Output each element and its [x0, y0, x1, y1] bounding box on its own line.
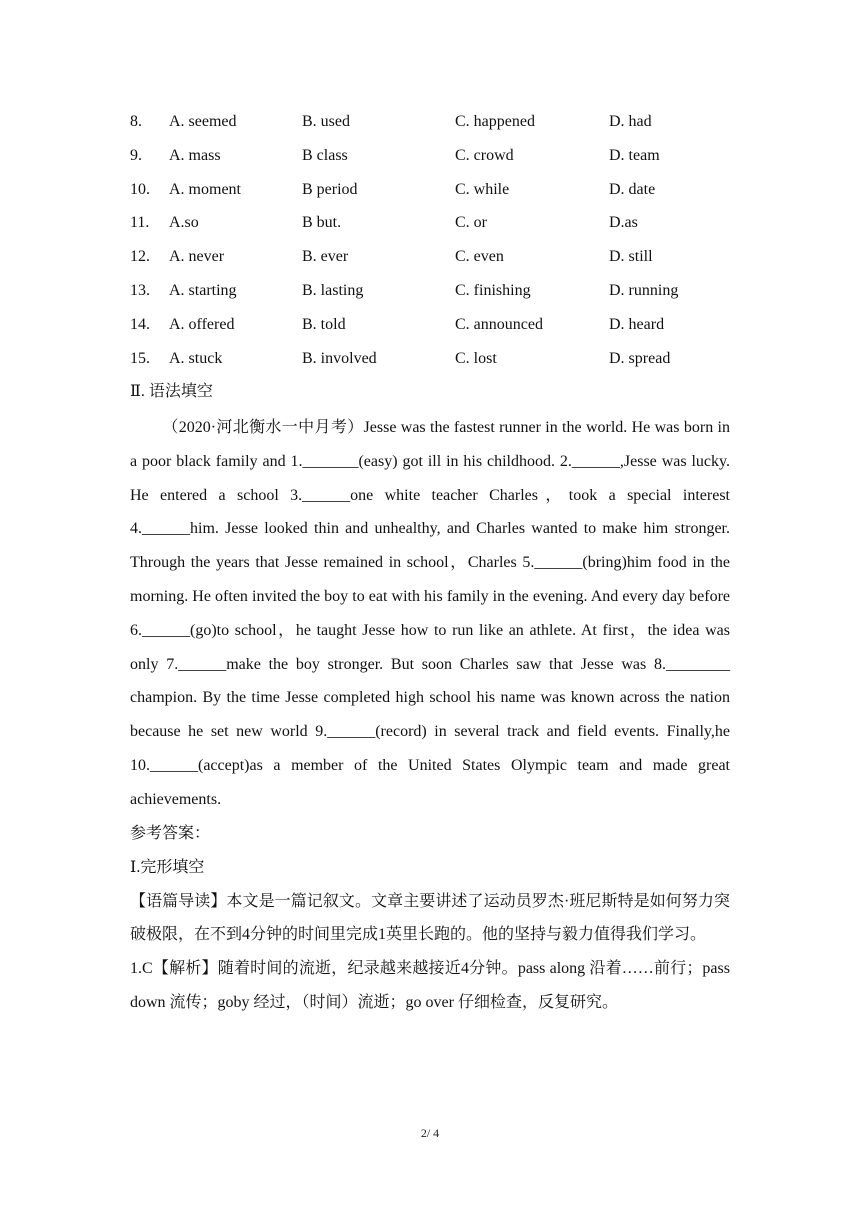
passage-text: （2020·河北衡水一中月考）Jesse was the fastest runner in the world. He was born in a poor black family and 1._______(easy) got ill in his childhood. 2.______,Jesse was lucky. He entered a school 3.______one white teacher Charles，took a special interest 4.______him. Jesse looked thin and unhealthy, and Charles wanted to make him stronger. Through the years that Jesse remained in school，Charles 5.______(bring)him food in the morning. He often invited the boy to eat with his family in the evening. And every day before 6.______(go)to school，he taught Jesse how to run like an athlete. At first，the idea was only 7.______make the boy stronger. But soon Charles saw that Jesse was 8.________ champion. By the time Jesse completed high school his name was known across the nation because he set new world 9.______(record) in several track and field events. Finally,he 10.______(accept)as a member of the United States Olympic team and made great achievements.	[130, 419, 730, 808]
option-b: B. lasting	[302, 281, 364, 299]
question-number: 9.	[130, 146, 142, 164]
option-a: A.so	[169, 214, 199, 232]
option-row	[130, 243, 730, 277]
question-number: 15.	[130, 349, 150, 367]
option-c: C. finishing	[455, 281, 531, 299]
option-c: C. happened	[455, 113, 535, 130]
option-b: B. used	[302, 113, 350, 130]
grammar-passage	[130, 411, 730, 817]
options-list	[130, 108, 730, 378]
option-b: B period	[302, 180, 358, 198]
option-a: A. stuck	[169, 349, 223, 367]
option-row	[130, 176, 730, 210]
option-d: D.as	[609, 214, 638, 232]
page-number: 2/ 4	[420, 1126, 440, 1140]
option-b: B. told	[302, 315, 346, 333]
option-a: A. mass	[169, 146, 221, 164]
option-row	[130, 277, 730, 311]
option-row	[130, 108, 730, 142]
question-number: 13.	[130, 281, 150, 299]
option-row	[130, 311, 730, 345]
option-a: A. never	[169, 248, 225, 266]
question-number: 10.	[130, 180, 150, 198]
option-c: C. or	[455, 214, 487, 232]
option-d: D. had	[609, 113, 652, 130]
grammar-section-title: Ⅱ. 语法填空	[130, 383, 213, 400]
option-d: D. team	[609, 146, 660, 164]
question-number: 12.	[130, 248, 150, 266]
question-number: 11.	[130, 214, 150, 232]
option-row	[130, 142, 730, 176]
passage-intro: 【语篇导读】本文是一篇记叙文。文章主要讲述了运动员罗杰·班尼斯特是如何努力突破极限，在不到4分钟的时间里完成1英里长跑的。他的坚持与毅力值得我们学习。	[130, 892, 730, 944]
answer-section	[130, 817, 730, 1020]
option-d: D. spread	[609, 349, 671, 367]
option-a: A. seemed	[169, 113, 237, 130]
question-number: 14.	[130, 315, 150, 333]
question-number: 8.	[130, 113, 142, 130]
option-c: C. while	[455, 180, 510, 198]
answer-section-title: Ⅰ.完形填空	[130, 858, 205, 876]
answer-explanation: 1.C【解析】随着时间的流逝，纪录越来越接近4分钟。pass along 沿着……前行；pass down 流传；goby 经过，（时间）流逝；go over 仔细检查，反复研究。	[130, 960, 730, 1011]
option-b: B class	[302, 146, 348, 164]
option-d: D. heard	[609, 315, 665, 333]
answer-heading: 参考答案：	[130, 825, 211, 842]
option-a: A. moment	[169, 180, 241, 198]
option-d: D. date	[609, 180, 656, 198]
option-d: D. still	[609, 248, 653, 266]
option-a: A. offered	[169, 315, 235, 333]
option-c: C. crowd	[455, 146, 514, 164]
option-b: B. involved	[302, 349, 377, 367]
option-c: C. even	[455, 248, 504, 266]
option-d: D. running	[609, 281, 679, 299]
option-c: C. announced	[455, 315, 543, 333]
option-b: B but.	[302, 214, 342, 232]
option-a: A. starting	[169, 281, 237, 299]
option-row	[130, 345, 730, 379]
option-b: B. ever	[302, 248, 349, 266]
option-row	[130, 209, 730, 243]
option-c: C. lost	[455, 349, 497, 367]
